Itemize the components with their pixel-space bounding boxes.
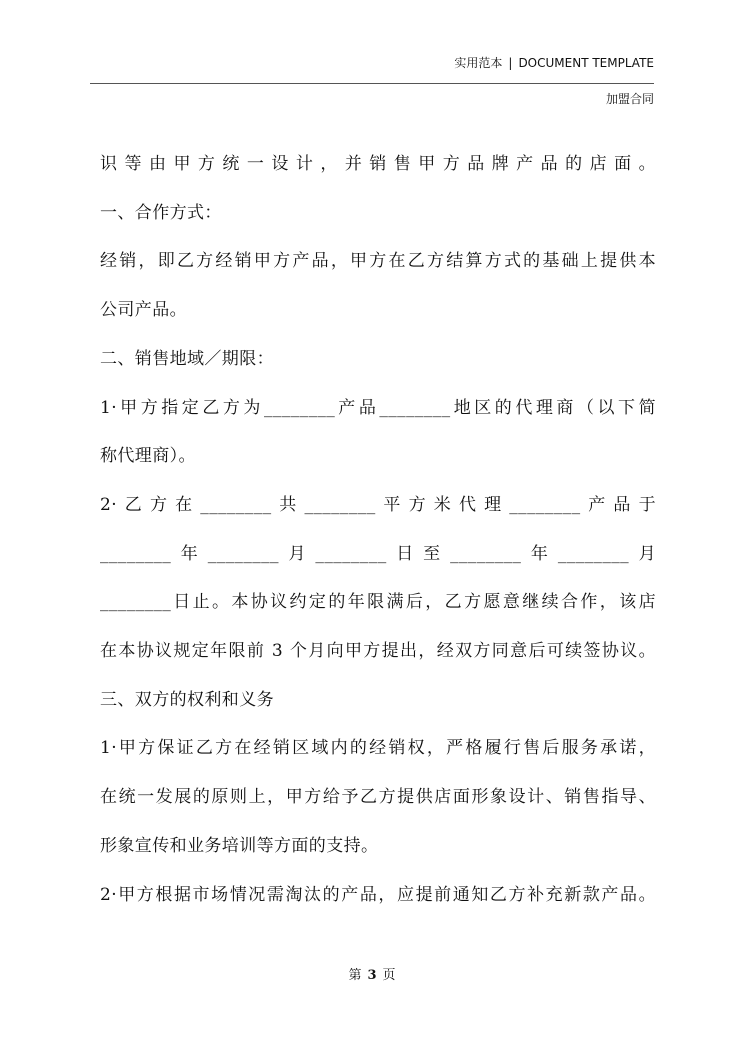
body-line: 1·甲方指定乙方为________产品________地区的代理商（以下简 [100,397,656,418]
footer-suffix: 页 [382,968,396,983]
body-line: 称代理商）。 [100,446,196,467]
header-right-label: DOCUMENT TEMPLATE [518,56,654,70]
section-heading: 二、销售地域／期限： [100,348,274,369]
body-line: 2·乙方在________共________平方米代理________产品于 [100,494,656,515]
header-separator: | [508,56,513,70]
body-line: 2·甲方根据市场情况需淘汰的产品，应提前通知乙方补充新款产品。 [100,884,656,905]
body-line: 1·甲方保证乙方在经销区域内的经销权，严格履行售后服务承诺， [100,738,656,759]
header-left-label: 实用范本 [454,56,503,70]
header-divider [90,83,654,84]
body-line: 公司产品。 [100,300,187,321]
body-line: 识等由甲方统一设计，并销售甲方品牌产品的店面。 [100,154,656,174]
body-line: ________日止。本协议约定的年限满后，乙方愿意继续合作，该店 [100,592,656,613]
section-heading: 三、双方的权利和义务 [100,689,274,710]
document-body [100,140,656,919]
body-line: 经销，即乙方经销甲方产品，甲方在乙方结算方式的基础上提供本 [100,251,656,272]
page-footer [0,964,744,983]
section-heading: 一、合作方式： [100,202,222,223]
footer-prefix: 第 [348,968,362,983]
document-title: 加盟合同 [605,92,654,106]
body-line: ________年________月________日至________年________月 [100,543,656,564]
body-line: 在本协议规定年限前 3 个月向甲方提出，经双方同意后可续签协议。 [100,641,656,662]
body-line: 形象宣传和业务培训等方面的支持。 [100,835,379,856]
page-number: 3 [367,968,377,983]
header-label [454,54,654,71]
body-line: 在统一发展的原则上，甲方给予乙方提供店面形象设计、销售指导、 [100,787,656,808]
